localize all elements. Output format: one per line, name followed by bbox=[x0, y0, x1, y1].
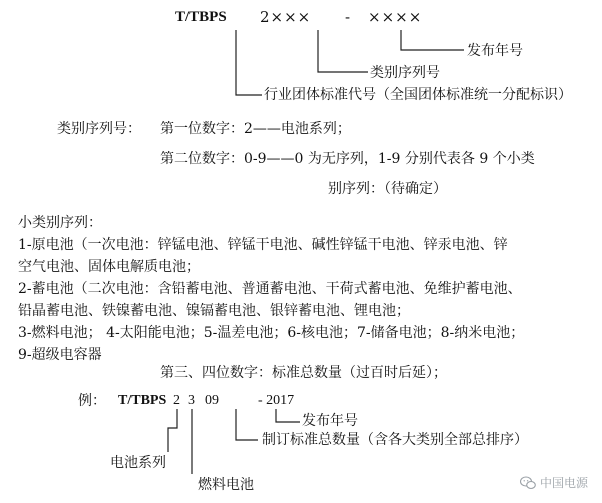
line-example-series bbox=[168, 409, 177, 452]
subcategory-line: 铅晶蓄电池、铁镍蓄电池、镍镉蓄电池、银锌蓄电池、锂电池； bbox=[18, 303, 410, 319]
example-label-total: 制订标准总数量（含各大类别全部总排序） bbox=[262, 432, 528, 448]
wechat-icon bbox=[520, 476, 536, 490]
subcategory-line: 2-蓄电池（二次电池：含铅蓄电池、普通蓄电池、干荷式蓄电池、免维护蓄电池、 bbox=[18, 281, 522, 297]
example-label: 例： bbox=[78, 393, 106, 409]
subcategory-line: 9-超级电容器 bbox=[18, 347, 102, 363]
example-label-series: 电池系列 bbox=[110, 455, 166, 471]
label-year: 发布年号 bbox=[467, 43, 523, 59]
code-year: ×××× bbox=[368, 8, 423, 26]
watermark-text: 中国电源 bbox=[539, 476, 588, 490]
line-example-total bbox=[236, 409, 258, 440]
subcategory-line: 空气电池、固体电解质电池； bbox=[18, 259, 200, 275]
code-prefix: T/TBPS bbox=[175, 9, 227, 25]
example-year: - 2017 bbox=[258, 393, 295, 408]
subcategory-line: 3-燃料电池； 4-太阳能电池；5-温差电池；6-核电池；7-储备电池；8-纳米电池； bbox=[18, 325, 525, 341]
example-label-fuel: 燃料电池 bbox=[198, 477, 254, 493]
example-label-year: 发布年号 bbox=[302, 413, 358, 429]
first-digit: 第一位数字：2——电池系列； bbox=[160, 121, 351, 137]
subcategory-line: 1-原电池（一次电池：锌锰电池、锌锰干电池、碱性锌锰干电池、锌汞电池、锌 bbox=[18, 237, 508, 253]
line-year bbox=[401, 30, 464, 50]
second-digit-line2: 别序列：（待确定） bbox=[328, 181, 447, 197]
third-fourth-digit: 第三、四位数字：标准总数量（过百时后延）； bbox=[160, 365, 447, 381]
line-category bbox=[318, 30, 368, 72]
line-example-year bbox=[276, 409, 300, 422]
second-digit-line1: 第二位数字：0-9——0 为无序列，1-9 分别代表各 9 个小类 bbox=[160, 151, 535, 167]
watermark bbox=[520, 474, 588, 491]
example-digit-series: 2 bbox=[173, 393, 180, 408]
subcategory-heading: 小类别序列： bbox=[18, 215, 102, 231]
line-industry bbox=[236, 30, 262, 95]
category-label: 类别序列号： bbox=[57, 121, 141, 137]
example-prefix: T/TBPS bbox=[118, 393, 167, 408]
label-industry: 行业团体标准代号（全国团体标准统一分配标识） bbox=[264, 87, 572, 103]
example-digit-total: 09 bbox=[205, 393, 219, 408]
example-digit-sub: 3 bbox=[188, 393, 195, 408]
code-number: 2××× bbox=[260, 8, 312, 26]
code-dash: - bbox=[345, 8, 351, 26]
label-category: 类别序列号 bbox=[370, 65, 440, 81]
